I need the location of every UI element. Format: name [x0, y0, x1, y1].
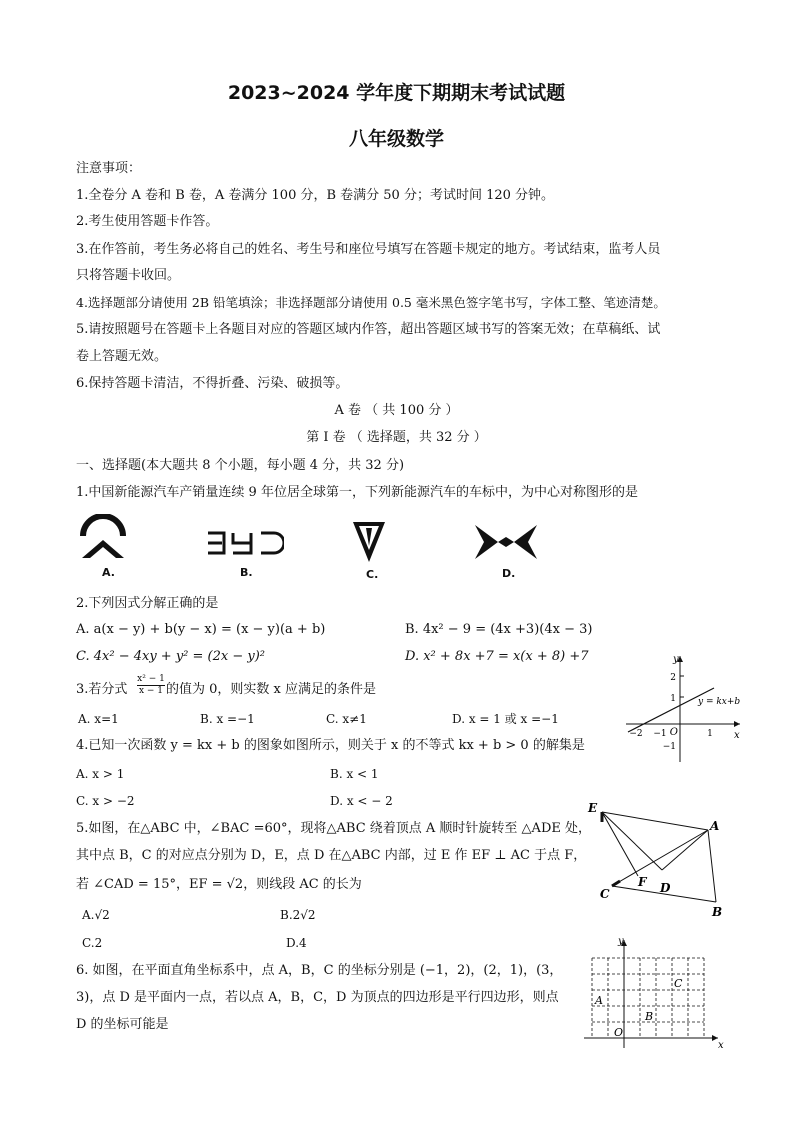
grid-point-label: B	[645, 1010, 654, 1023]
notice-heading: 注意事项：	[76, 161, 142, 176]
point-label: A	[710, 819, 720, 833]
graph-tick-label: 1	[707, 729, 713, 739]
question-3-stem-pre: 3.若分式	[76, 682, 128, 697]
graph-line-label: y = kx+b	[698, 697, 741, 707]
rotated-triangle-figure	[584, 796, 734, 918]
point-label: C	[600, 887, 610, 901]
point-label: B	[712, 905, 723, 918]
coordinate-grid-figure	[578, 932, 730, 1050]
grid-origin-label: O	[614, 1026, 624, 1039]
q5-option-c: C.2	[82, 936, 103, 950]
notice-item: 5.请按照题号在答题卡上各题目对应的答题区域内作答，超出答题区域书写的答案无效；在草稿纸、试	[76, 322, 661, 337]
q4-option-d: D. x < − 2	[330, 794, 393, 808]
notice-item: 3.在作答前，考生务必将自己的姓名、考生号和座位号填写在答题卡规定的地方。考试结束，监考人员	[76, 242, 661, 257]
notice-item: 4.选择题部分请使用 2B 铅笔填涂；非选择题部分请使用 0.5 毫米黑色签字笔书写，字体工整、笔迹清楚。	[76, 295, 666, 310]
q5-option-b: B.2√2	[280, 908, 316, 922]
question-5-line: 5.如图，在△ABC 中，∠BAC =60°，现将△ABC 绕着顶点 A 顺时针旋转至 △ADE 处，	[76, 821, 591, 836]
notice-item: 只将答题卡收回。	[76, 268, 181, 283]
graph-x-label: x	[734, 730, 740, 741]
part-1-heading: 第 I 卷 （ 选择题，共 32 分 ）	[306, 430, 487, 445]
question-4-stem: 4.已知一次函数 y = kx + b 的图象如图所示，则关于 x 的不等式 kx + b > 0 的解集是	[76, 738, 585, 753]
q3-option-a: A. x=1	[78, 712, 119, 726]
q4-option-b: B. x < 1	[330, 767, 379, 781]
q2-option-a: A. a(x − y) + b(y − x) = (x − y)(a + b)	[76, 622, 326, 637]
graph-tick-label: −1	[653, 729, 667, 739]
question-6-line: D 的坐标可能是	[76, 1017, 169, 1032]
notice-item: 6.保持答题卡清洁，不得折叠、污染、破损等。	[76, 376, 349, 391]
question-2-stem: 2.下列因式分解正确的是	[76, 596, 219, 611]
exam-title: 2023~2024 学年度下期期末考试试题	[227, 82, 566, 104]
graph-y-label: y	[673, 654, 679, 665]
option-label: C.	[366, 568, 379, 581]
fraction-denominator: x − 1	[138, 686, 164, 696]
exam-subtitle: 八年级数学	[348, 128, 444, 150]
point-label: F	[638, 875, 647, 889]
notice-item: 1.全卷分 A 卷和 B 卷，A 卷满分 100 分，B 卷满分 50 分；考试时间 120 分钟。	[76, 188, 555, 203]
grid-x-label: x	[718, 1040, 724, 1050]
nio-logo-icon	[78, 514, 128, 560]
q2-option-b: B. 4x² − 9 = (4x +3)(4x − 3)	[405, 622, 593, 637]
question-6-line: 6. 如图，在平面直角坐标系中，点 A，B，C 的坐标分别是 (−1，2)，(2，1)，(3，	[76, 963, 563, 978]
q3-option-b: B. x =−1	[200, 712, 255, 726]
q5-option-a: A.√2	[82, 908, 110, 922]
graph-tick-label: −2	[629, 729, 643, 739]
notice-item: 2.考生使用答题卡作答。	[76, 214, 219, 229]
question-1-stem: 1.中国新能源汽车产销量连续 9 年位居全球第一，下列新能源汽车的车标中，为中心对称图形的是	[76, 485, 638, 500]
fraction	[137, 674, 165, 697]
graph-origin-label: O	[669, 727, 678, 738]
point-label: E	[588, 801, 598, 815]
graph-tick-label: 2	[670, 673, 676, 683]
notice-item: 卷上答题无效。	[76, 349, 168, 364]
question-3-stem-post: 的值为 0，则实数 x 应满足的条件是	[166, 682, 376, 697]
q5-option-d: D.4	[286, 936, 307, 950]
q2-option-c: C. 4x² − 4xy + y² = (2x − y)²	[76, 649, 265, 664]
option-label: D.	[502, 567, 516, 580]
question-5-line: 若 ∠CAD = 15°，EF = √2，则线段 AC 的长为	[76, 877, 362, 892]
linear-function-graph	[618, 650, 748, 768]
q4-option-a: A. x > 1	[76, 767, 125, 781]
q2-option-d: D. x² + 8x +7 = x(x + 8) +7	[405, 649, 589, 664]
q3-option-d: D. x = 1 或 x =−1	[452, 712, 559, 726]
grid-point-label: C	[674, 977, 683, 990]
graph-tick-label: 1	[670, 694, 676, 704]
grid-point-label: A	[595, 994, 603, 1007]
point-label: D	[660, 881, 671, 895]
graph-tick-label: −1	[662, 742, 676, 752]
grid-y-label: y	[618, 936, 624, 947]
fraction-numerator: x² − 1	[137, 674, 165, 684]
volume-a-heading: A 卷 （ 共 100 分 ）	[334, 403, 459, 418]
option-label: A.	[102, 566, 115, 579]
xpeng-logo-icon	[474, 524, 538, 560]
section-heading: 一、选择题(本大题共 8 个小题，每小题 4 分，共 32 分)	[76, 458, 405, 473]
option-label: B.	[240, 566, 253, 579]
question-6-line: 3)，点 D 是平面内一点，若以点 A，B，C，D 为顶点的四边形是平行四边形，则点	[76, 990, 559, 1005]
q4-option-c: C. x > −2	[76, 794, 135, 808]
question-5-line: 其中点 B，C 的对应点分别为 D，E，点 D 在△ABC 内部，过 E 作 EF ⊥ AC 于点 F，	[76, 848, 587, 863]
tesla-style-logo-icon	[352, 520, 386, 564]
byd-logo-icon	[206, 530, 284, 556]
q3-option-c: C. x≠1	[326, 712, 367, 726]
